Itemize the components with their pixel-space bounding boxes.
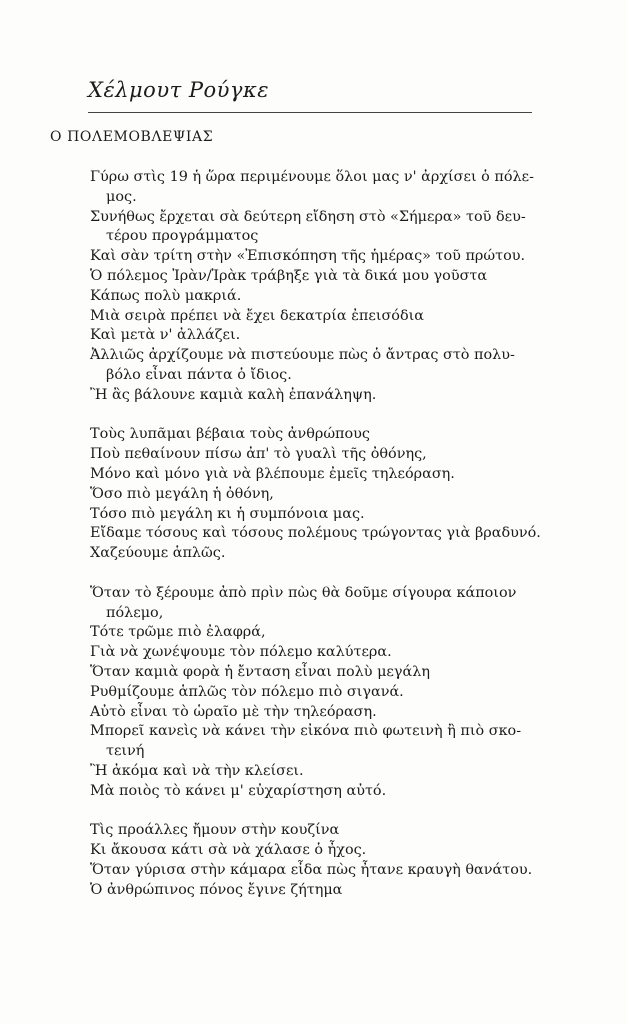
poem-line: Ἢ ἂς βάλουνε καμιὰ καλὴ ἐπανάληψη. xyxy=(90,386,377,403)
poem-line: Ὁ ἀνθρώπινος πόνος ἔγινε ζήτημα xyxy=(90,881,343,898)
poem-line: Ποὺ πεθαίνουν πίσω ἀπ' τὸ γυαλὶ τῆς ὀθόνης, xyxy=(90,446,427,463)
header-rule xyxy=(88,112,532,113)
poem-line: Συνήθως ἔρχεται σὰ δεύτερη εἴδηση στὸ «Σήμερα» τοῦ δευ- xyxy=(90,208,526,225)
poem-line-continuation: τεινή xyxy=(106,743,145,760)
poem-line: Ὅσο πιὸ μεγάλη ἡ ὀθόνη, xyxy=(90,485,274,502)
poem-line: Μιὰ σειρὰ πρέπει νὰ ἔχει δεκατρία ἐπεισόδια xyxy=(90,307,424,324)
poem-line: Χαζεύουμε ἁπλῶς. xyxy=(90,545,226,562)
poem-line: Ὅταν καμιὰ φορὰ ἡ ἔνταση εἶναι πολὺ μεγάλη xyxy=(90,663,430,680)
poem-stanza xyxy=(90,425,570,564)
poem-line: Γύρω στὶς 19 ἡ ὥρα περιμένουμε ὅλοι μας ν' ἀρχίσει ὁ πόλε- xyxy=(90,169,534,185)
poem-title: Ο ΠΟΛΕΜΟΒΛΕΨΙΑΣ xyxy=(50,129,214,145)
poem-line-continuation: τέρου προγράμματος xyxy=(106,228,259,245)
poem-line: Καὶ μετὰ ν' ἀλλάζει. xyxy=(90,327,241,344)
poem-line-continuation: μος. xyxy=(106,188,137,205)
poem-line: Μπορεῖ κανεὶς νὰ κάνει τὴν εἰκόνα πιὸ φωτεινὴ ἢ πιὸ σκο- xyxy=(90,723,522,740)
poem-body xyxy=(90,168,570,920)
poem-line: Ἢ ἀκόμα καὶ νὰ τὴν κλείσει. xyxy=(90,762,304,779)
poem-line: Τοὺς λυπᾶμαι βέβαια τοὺς ἀνθρώπους xyxy=(90,426,370,443)
poem-stanza xyxy=(90,821,570,900)
poem-line: Ὁ πόλεμος Ἰρὰν/Ἰρὰκ τράβηξε γιὰ τὰ δικά μου γοῦστα xyxy=(90,267,488,284)
author-running-head: Χέλμουτ Ρούγκε xyxy=(88,78,270,102)
poem-line-continuation: πόλεμο, xyxy=(106,604,164,621)
poem-line: Τότε τρῶμε πιὸ ἐλαφρά, xyxy=(90,624,266,641)
poem-stanza xyxy=(90,168,570,406)
poem-line: Κι ἄκουσα κάτι σὰ νὰ χάλασε ὁ ἦχος. xyxy=(90,842,367,859)
poem-line-continuation: βόλο εἶναι πάντα ὁ ἴδιος. xyxy=(106,366,292,383)
poem-line: Μὰ ποιὸς τὸ κάνει μ' εὐχαρίστηση αὐτό. xyxy=(90,782,387,799)
poem-line: Γιὰ νὰ χωνέψουμε τὸν πόλεμο καλύτερα. xyxy=(90,644,392,661)
poem-line: Ἀλλιῶς ἀρχίζουμε νὰ πιστεύουμε πὼς ὁ ἄντρας στὸ πολυ- xyxy=(90,347,515,364)
poem-line: Κάπως πολὺ μακριά. xyxy=(90,287,242,304)
poem-line: Τόσο πιὸ μεγάλη κι ἡ συμπόνοια μας. xyxy=(90,505,365,522)
poem-line: Μόνο καὶ μόνο γιὰ νὰ βλέπουμε ἐμεῖς τηλεόραση. xyxy=(90,465,455,482)
poem-line: Ρυθμίζουμε ἁπλῶς τὸν πόλεμο πιὸ σιγανά. xyxy=(90,683,404,700)
poem-stanza xyxy=(90,584,570,802)
poem-line: Ὅταν γύρισα στὴν κάμαρα εἶδα πὼς ἦτανε κραυγὴ θανάτου. xyxy=(90,861,533,878)
poem-line: Εἴδαμε τόσους καὶ τόσους πολέμους τρώγοντας γιὰ βραδυνό. xyxy=(90,525,541,542)
poem-line: Καὶ σὰν τρίτη στὴν «Ἐπισκόπηση τῆς ἡμέρας» τοῦ πρώτου. xyxy=(90,248,526,265)
poem-line: Τὶς προάλλες ἤμουν στὴν κουζίνα xyxy=(90,822,340,839)
poem-line: Αὐτὸ εἶναι τὸ ὡραῖο μὲ τὴν τηλεόραση. xyxy=(90,703,377,720)
poem-line: Ὅταν τὸ ξέρουμε ἀπὸ πρὶν πὼς θὰ δοῦμε σίγουρα κάποιον xyxy=(90,584,517,601)
